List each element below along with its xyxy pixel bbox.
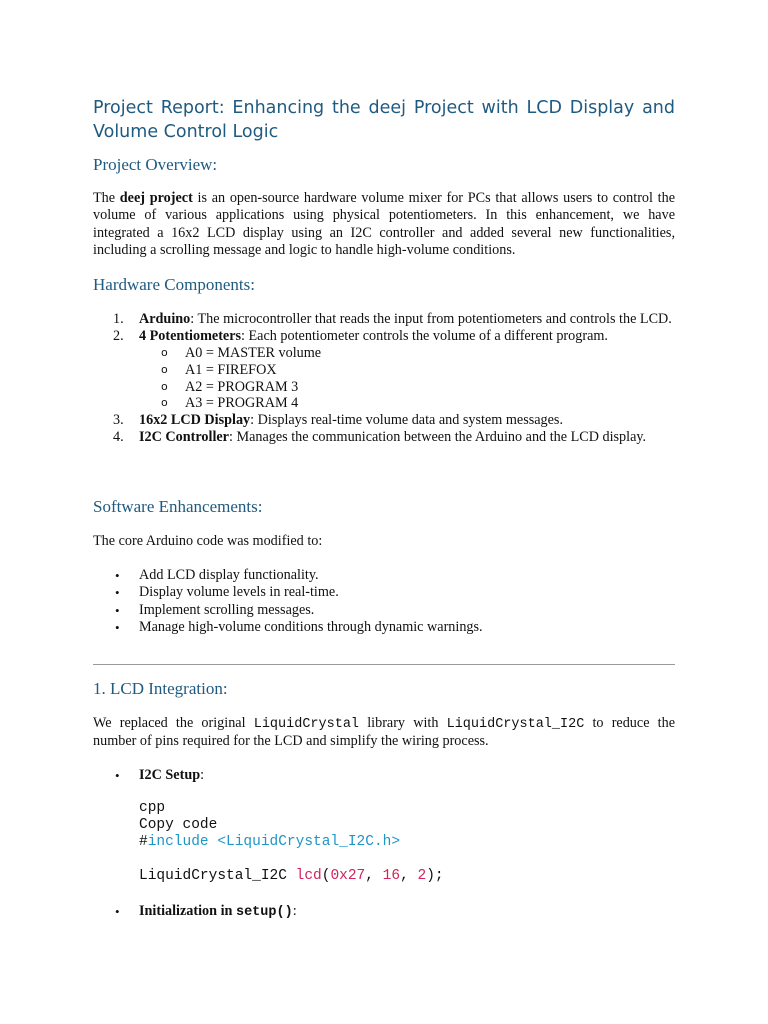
inline-code: LiquidCrystal — [253, 717, 360, 732]
list-item: 2. 4 Potentiometers: Each potentiometer controls the volume of a different program. o A0 = MASTER volume o A1 = FIREFOX o A2 = PROGRAM 3 o A3 = PROGRAM 4 — [93, 328, 675, 412]
software-intro: The core Arduino code was modified to: — [93, 533, 323, 549]
lcd-list-i2c — [93, 767, 675, 784]
code-include-line: #include <LiquidCrystal_I2C.h> — [139, 834, 401, 850]
sublist-item: o A2 = PROGRAM 3 — [161, 378, 299, 395]
list-item: • Display volume levels in real-time. — [115, 584, 339, 601]
horizontal-divider — [93, 664, 675, 665]
potentiometer-sublist — [139, 345, 675, 412]
document-title: Project Report: Enhancing the deej Project with LCD Display and Volume Control Logic — [93, 98, 675, 142]
hardware-list — [93, 311, 675, 446]
sublist-item: o A3 = PROGRAM 4 — [161, 395, 299, 412]
heading-hardware-components: Hardware Components: — [93, 275, 255, 294]
sublist-item: o A0 = MASTER volume — [161, 345, 322, 361]
list-item: • Initialization in setup(): — [115, 903, 297, 920]
lcd-list-init — [93, 903, 675, 921]
copy-code-button[interactable]: Copy code — [139, 817, 218, 833]
list-item: • Implement scrolling messages. — [115, 601, 315, 618]
list-item: • I2C Setup: — [115, 767, 205, 783]
inline-code: LiquidCrystal_I2C — [446, 717, 585, 732]
inline-code: setup() — [235, 905, 293, 920]
sublist-item: o A1 = FIREFOX — [161, 361, 277, 378]
list-item: 4. I2C Controller: Manages the communication between the Arduino and the LCD display. — [113, 429, 647, 446]
heading-software-enhancements: Software Enhancements: — [93, 497, 263, 516]
code-declaration-line: LiquidCrystal_I2C lcd(0x27, 16, 2); — [139, 868, 444, 884]
overview-paragraph: The deej project is an open-source hardware volume mixer for PCs that allows users to control the volume of various applications using physical potentiometers. In this enhancement, we have integrated a 16x2 LCD display using an I2C controller and added several new functionalities, including a scrolling message and logic to handle high-volume conditions. — [93, 190, 676, 258]
heading-lcd-integration: 1. LCD Integration: — [93, 679, 228, 698]
deej-project-bold: deej project — [119, 190, 193, 206]
list-item: 1. Arduino: The microcontroller that reads the input from potentiometers and controls the LCD. — [113, 311, 672, 327]
list-item: • Manage high-volume conditions through dynamic warnings. — [115, 618, 483, 635]
list-item: • Add LCD display functionality. — [115, 567, 319, 583]
heading-project-overview: Project Overview: — [93, 155, 218, 174]
lcd-paragraph: We replaced the original LiquidCrystal library with LiquidCrystal_I2C to reduce the number of pins required for the LCD and simplify the wiring process. — [93, 715, 675, 750]
code-language-label: cpp — [139, 800, 166, 816]
software-list — [93, 567, 675, 636]
list-item: 3. 16x2 LCD Display: Displays real-time volume data and system messages. — [113, 412, 563, 429]
